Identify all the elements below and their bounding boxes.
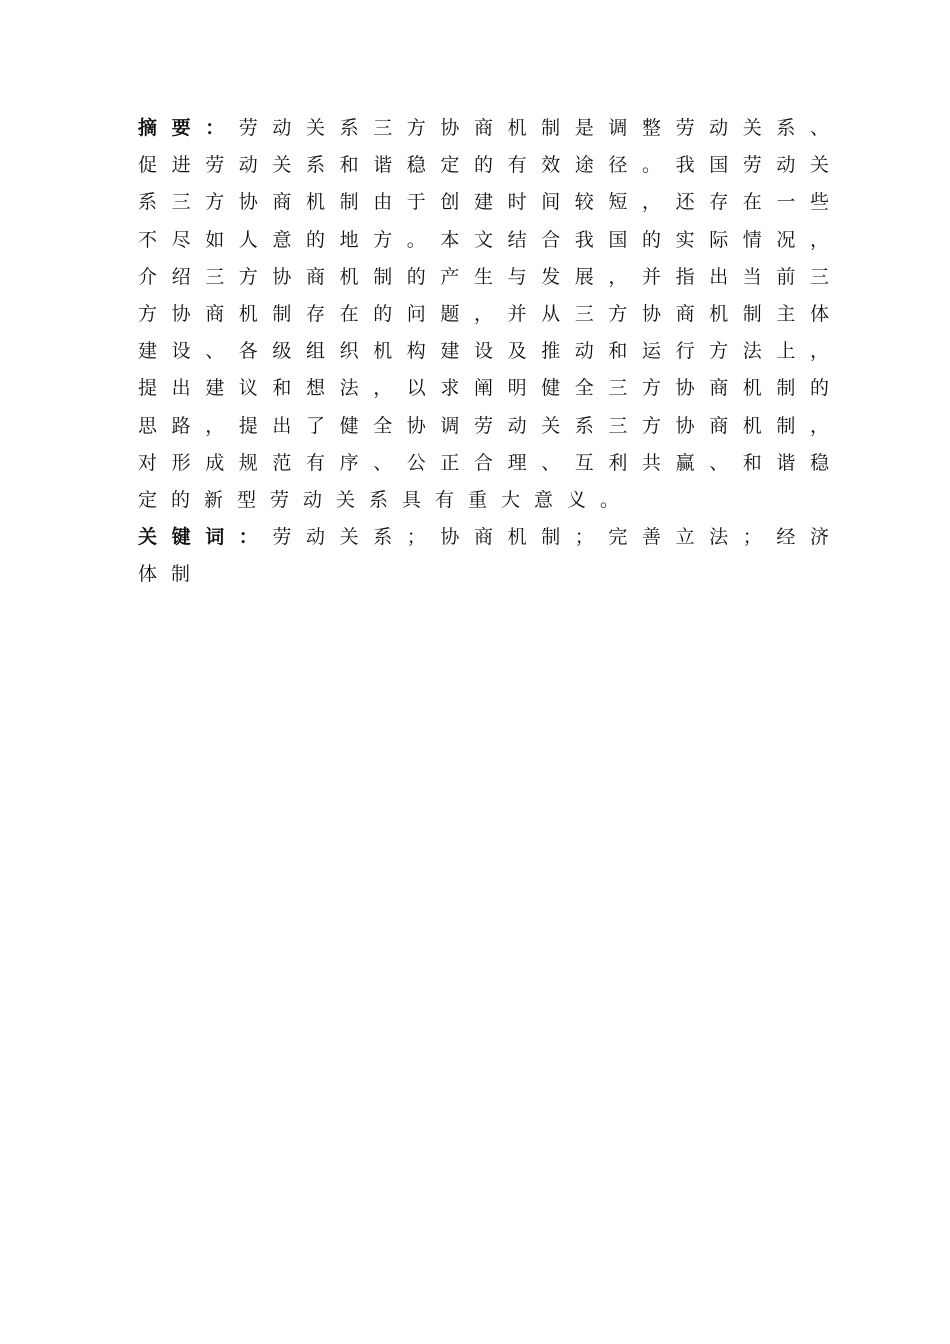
abstract-paragraph xyxy=(138,110,843,519)
abstract-label: 摘要： xyxy=(138,117,239,139)
keywords-label: 关键词： xyxy=(138,526,273,549)
abstract-section xyxy=(138,110,843,594)
abstract-text: 劳动关系三方协商机制是调整劳动关系、促进劳动关系和谐稳定的有效途径。我国劳动关系三方协商机制由于创建时间较短，还存在一些不尽如人意的地方。本文结合我国的实际情况，介绍三方协商机制的产生与发展，并指出当前三方协商机制存在的问题，并从三方协商机制主体建设、各级组织机构建设及推动和运行方法上，提出建议和想法，以求阐明健全三方协商机制的思路，提出了健全协调劳动关系三方协商机制，对形成规范有序、公正合理、互利共赢、和谐稳定的新型劳动关系具有重大意义。 xyxy=(138,117,843,512)
keywords-text: 劳动关系；协商机制；完善立法；经济体制 xyxy=(138,526,843,586)
keywords-paragraph xyxy=(138,519,843,593)
